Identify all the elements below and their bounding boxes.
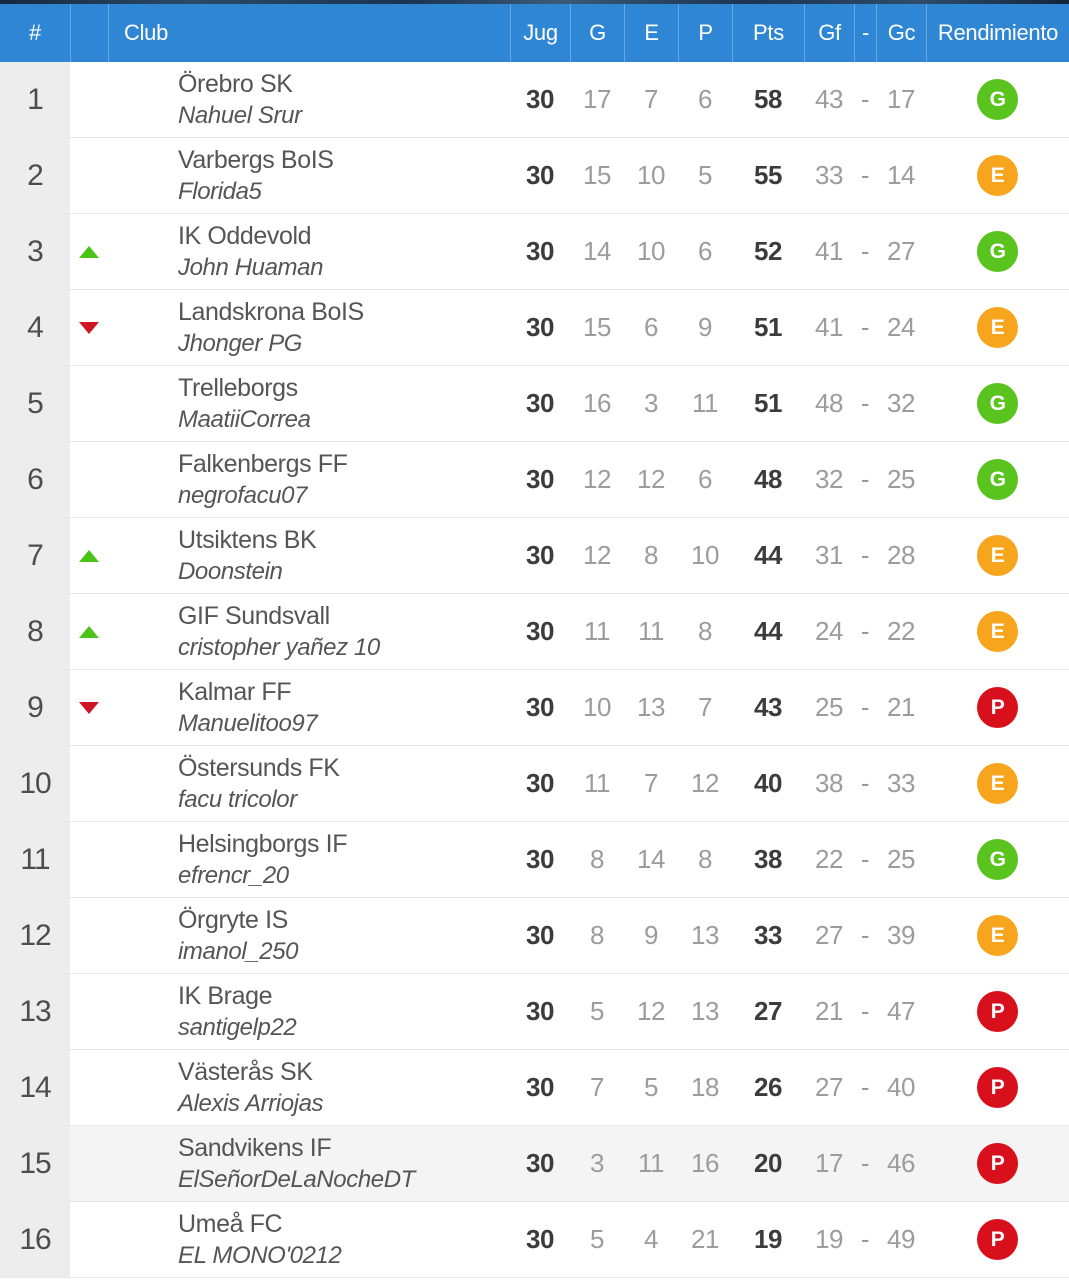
- stat-jug: 30: [526, 692, 554, 722]
- stat-pts: 52: [754, 236, 782, 266]
- stat-jug: 30: [526, 768, 554, 798]
- stat-pts: 33: [754, 920, 782, 950]
- club-cell: [108, 527, 510, 583]
- manager-name: Nahuel Srur: [178, 101, 302, 129]
- rendimiento-cell: [926, 459, 1069, 500]
- club-cell: [108, 983, 510, 1039]
- stat-e: 10: [637, 236, 665, 266]
- club-name: IK Brage: [178, 982, 273, 1011]
- trend-cell: [70, 138, 108, 213]
- manager-name: facu tricolor: [178, 785, 297, 813]
- performance-badge: G: [977, 231, 1018, 272]
- column-header-separator: -: [854, 4, 876, 62]
- stat-jug: 30: [526, 1072, 554, 1102]
- rank-cell: 3: [0, 214, 70, 289]
- stat-pts: 44: [754, 540, 782, 570]
- rendimiento-cell: [926, 915, 1069, 956]
- stat-g: 5: [590, 1224, 604, 1254]
- rank-cell: 6: [0, 442, 70, 517]
- stat-p: 10: [691, 540, 719, 570]
- stat-separator: -: [860, 236, 870, 266]
- club-name: GIF Sundsvall: [178, 602, 330, 631]
- manager-name: Alexis Arriojas: [178, 1089, 324, 1117]
- rank-cell: 4: [0, 290, 70, 365]
- stat-separator: -: [860, 844, 870, 874]
- table-row[interactable]: [0, 822, 1069, 898]
- trend-cell: [70, 518, 108, 593]
- stat-g: 5: [590, 996, 604, 1026]
- stat-separator: -: [860, 1224, 870, 1254]
- stat-gf: 27: [815, 920, 843, 950]
- trend-cell: [70, 1202, 108, 1277]
- stat-pts: 51: [754, 388, 782, 418]
- rendimiento-cell: [926, 231, 1069, 272]
- stat-p: 12: [691, 768, 719, 798]
- club-name: IK Oddevold: [178, 222, 312, 251]
- stat-g: 15: [583, 160, 611, 190]
- rendimiento-cell: [926, 155, 1069, 196]
- trend-arrow-icon: [79, 322, 99, 334]
- trend-cell: [70, 822, 108, 897]
- club-cell: [108, 71, 510, 127]
- table-row[interactable]: [0, 594, 1069, 670]
- stat-gc: 47: [887, 996, 915, 1026]
- stat-e: 11: [638, 1148, 664, 1178]
- club-name: Kalmar FF: [178, 678, 292, 707]
- rank-cell: 5: [0, 366, 70, 441]
- stat-g: 10: [583, 692, 611, 722]
- stat-gf: 17: [815, 1148, 843, 1178]
- stat-g: 8: [590, 844, 604, 874]
- stat-jug: 30: [526, 540, 554, 570]
- rendimiento-cell: [926, 1143, 1069, 1184]
- stat-separator: -: [860, 84, 870, 114]
- manager-name: John Huaman: [178, 253, 324, 281]
- stat-pts: 44: [754, 616, 782, 646]
- manager-name: efrencr_20: [178, 861, 289, 889]
- stat-gc: 27: [887, 236, 915, 266]
- stat-jug: 30: [526, 388, 554, 418]
- rank-cell: 2: [0, 138, 70, 213]
- stat-gc: 49: [887, 1224, 915, 1254]
- stat-e: 3: [644, 388, 658, 418]
- column-header-e[interactable]: E: [624, 4, 678, 62]
- performance-badge: E: [977, 535, 1018, 576]
- trend-cell: [70, 1050, 108, 1125]
- performance-badge: E: [977, 763, 1018, 804]
- rendimiento-cell: [926, 79, 1069, 120]
- performance-badge: G: [977, 459, 1018, 500]
- table-row[interactable]: [0, 138, 1069, 214]
- table-row[interactable]: [0, 442, 1069, 518]
- stat-separator: -: [860, 312, 870, 342]
- table-row[interactable]: [0, 62, 1069, 138]
- stat-p: 21: [691, 1224, 719, 1254]
- rank-cell: 11: [0, 822, 70, 897]
- stat-jug: 30: [526, 464, 554, 494]
- club-cell: [108, 1211, 510, 1267]
- stat-gc: 32: [887, 388, 915, 418]
- rank-cell: 8: [0, 594, 70, 669]
- table-row[interactable]: [0, 214, 1069, 290]
- stat-gf: 24: [815, 616, 843, 646]
- stat-separator: -: [860, 388, 870, 418]
- stat-pts: 20: [754, 1148, 782, 1178]
- stat-p: 6: [698, 84, 712, 114]
- stat-g: 8: [590, 920, 604, 950]
- club-cell: [108, 831, 510, 887]
- rank-cell: 12: [0, 898, 70, 973]
- club-cell: [108, 451, 510, 507]
- performance-badge: P: [977, 1143, 1018, 1184]
- club-name: Falkenbergs FF: [178, 450, 348, 479]
- trend-cell: [70, 670, 108, 745]
- club-cell: [108, 147, 510, 203]
- column-header-pts[interactable]: Pts: [732, 4, 804, 62]
- table-header: [0, 4, 1069, 62]
- table-row[interactable]: [0, 1126, 1069, 1202]
- manager-name: Florida5: [178, 177, 262, 205]
- table-row[interactable]: [0, 1202, 1069, 1278]
- stat-g: 16: [583, 388, 611, 418]
- rendimiento-cell: [926, 839, 1069, 880]
- column-header-trend: [70, 4, 108, 62]
- stat-jug: 30: [526, 1224, 554, 1254]
- stat-gc: 25: [887, 464, 915, 494]
- column-header-rendimiento[interactable]: Rendimiento: [926, 4, 1069, 62]
- column-header-rank[interactable]: #: [29, 20, 41, 45]
- rank-cell: 16: [0, 1202, 70, 1277]
- performance-badge: E: [977, 611, 1018, 652]
- stat-gf: 19: [815, 1224, 843, 1254]
- rank-cell: 9: [0, 670, 70, 745]
- club-name: Örgryte IS: [178, 906, 288, 935]
- stat-gf: 27: [815, 1072, 843, 1102]
- stat-g: 3: [590, 1148, 604, 1178]
- trend-arrow-icon: [79, 702, 99, 714]
- club-name: Östersunds FK: [178, 754, 340, 783]
- stat-jug: 30: [526, 312, 554, 342]
- rank-cell: 14: [0, 1050, 70, 1125]
- performance-badge: P: [977, 1219, 1018, 1260]
- stat-e: 14: [637, 844, 665, 874]
- stat-separator: -: [860, 464, 870, 494]
- stat-e: 4: [644, 1224, 658, 1254]
- table-body: [0, 62, 1069, 1278]
- table-row[interactable]: [0, 898, 1069, 974]
- stat-gc: 14: [887, 160, 915, 190]
- rendimiento-cell: [926, 1067, 1069, 1108]
- table-row[interactable]: [0, 746, 1069, 822]
- stat-pts: 48: [754, 464, 782, 494]
- stat-jug: 30: [526, 1148, 554, 1178]
- rendimiento-cell: [926, 991, 1069, 1032]
- trend-cell: [70, 442, 108, 517]
- trend-cell: [70, 1126, 108, 1201]
- manager-name: imanol_250: [178, 937, 299, 965]
- rendimiento-cell: [926, 763, 1069, 804]
- club-cell: [108, 679, 510, 735]
- stat-gf: 22: [815, 844, 843, 874]
- club-name: Landskrona BoIS: [178, 298, 364, 327]
- rendimiento-cell: [926, 307, 1069, 348]
- stat-pts: 43: [754, 692, 782, 722]
- stat-gf: 38: [815, 768, 843, 798]
- club-cell: [108, 1135, 510, 1191]
- stat-g: 14: [583, 236, 611, 266]
- stat-gf: 43: [815, 84, 843, 114]
- trend-cell: [70, 366, 108, 441]
- manager-name: cristopher yañez 10: [178, 633, 380, 661]
- rendimiento-cell: [926, 535, 1069, 576]
- table-row[interactable]: [0, 974, 1069, 1050]
- stat-gf: 33: [815, 160, 843, 190]
- club-cell: [108, 375, 510, 431]
- trend-arrow-icon: [79, 550, 99, 562]
- stat-gc: 17: [887, 84, 915, 114]
- stat-p: 8: [698, 616, 712, 646]
- stat-gf: 25: [815, 692, 843, 722]
- stat-p: 13: [691, 920, 719, 950]
- manager-name: EL MONO'0212: [178, 1241, 342, 1269]
- stat-separator: -: [860, 1148, 870, 1178]
- stat-separator: -: [860, 1072, 870, 1102]
- manager-name: MaatiiCorrea: [178, 405, 311, 433]
- club-cell: [108, 603, 510, 659]
- performance-badge: P: [977, 687, 1018, 728]
- stat-jug: 30: [526, 236, 554, 266]
- rendimiento-cell: [926, 611, 1069, 652]
- rendimiento-cell: [926, 1219, 1069, 1260]
- stat-gc: 21: [887, 692, 915, 722]
- stat-e: 10: [637, 160, 665, 190]
- performance-badge: E: [977, 307, 1018, 348]
- stat-p: 5: [698, 160, 712, 190]
- club-name: Västerås SK: [178, 1058, 313, 1087]
- stat-pts: 38: [754, 844, 782, 874]
- trend-cell: [70, 214, 108, 289]
- rendimiento-cell: [926, 383, 1069, 424]
- stat-e: 7: [644, 84, 658, 114]
- stat-separator: -: [860, 540, 870, 570]
- club-cell: [108, 299, 510, 355]
- stat-e: 12: [637, 996, 665, 1026]
- stat-p: 8: [698, 844, 712, 874]
- stat-pts: 55: [754, 160, 782, 190]
- column-header-gc[interactable]: Gc: [876, 4, 926, 62]
- table-row[interactable]: [0, 1050, 1069, 1126]
- trend-cell: [70, 290, 108, 365]
- rank-cell: 1: [0, 62, 70, 137]
- club-cell: [108, 223, 510, 279]
- stat-p: 6: [698, 464, 712, 494]
- stat-jug: 30: [526, 84, 554, 114]
- rendimiento-cell: [926, 687, 1069, 728]
- rank-cell: 7: [0, 518, 70, 593]
- club-name: Helsingborgs IF: [178, 830, 348, 859]
- manager-name: Jhonger PG: [178, 329, 303, 357]
- stat-jug: 30: [526, 160, 554, 190]
- stat-gf: 31: [815, 540, 843, 570]
- stat-pts: 51: [754, 312, 782, 342]
- stat-g: 11: [584, 768, 610, 798]
- performance-badge: G: [977, 839, 1018, 880]
- stat-e: 9: [644, 920, 658, 950]
- stat-separator: -: [860, 768, 870, 798]
- stat-p: 13: [691, 996, 719, 1026]
- performance-badge: P: [977, 991, 1018, 1032]
- stat-e: 7: [644, 768, 658, 798]
- stat-jug: 30: [526, 996, 554, 1026]
- performance-badge: G: [977, 383, 1018, 424]
- stat-pts: 40: [754, 768, 782, 798]
- stat-g: 12: [583, 540, 611, 570]
- club-cell: [108, 755, 510, 811]
- column-header-p[interactable]: P: [678, 4, 732, 62]
- stat-separator: -: [860, 920, 870, 950]
- stat-g: 15: [583, 312, 611, 342]
- stat-gc: 39: [887, 920, 915, 950]
- club-name: Örebro SK: [178, 70, 293, 99]
- column-header-club[interactable]: Club: [108, 4, 510, 62]
- trend-arrow-icon: [79, 626, 99, 638]
- stat-gf: 41: [815, 236, 843, 266]
- stat-g: 17: [583, 84, 611, 114]
- stat-p: 9: [698, 312, 712, 342]
- stat-p: 18: [691, 1072, 719, 1102]
- performance-badge: P: [977, 1067, 1018, 1108]
- stat-jug: 30: [526, 920, 554, 950]
- trend-cell: [70, 594, 108, 669]
- manager-name: santigelp22: [178, 1013, 297, 1041]
- stat-e: 8: [644, 540, 658, 570]
- performance-badge: G: [977, 79, 1018, 120]
- stat-gf: 32: [815, 464, 843, 494]
- table-row[interactable]: [0, 518, 1069, 594]
- stat-gc: 25: [887, 844, 915, 874]
- stat-gc: 40: [887, 1072, 915, 1102]
- column-header-gf[interactable]: Gf: [804, 4, 854, 62]
- stat-p: 16: [691, 1148, 719, 1178]
- manager-name: Doonstein: [178, 557, 283, 585]
- stat-jug: 30: [526, 844, 554, 874]
- stat-p: 7: [698, 692, 712, 722]
- manager-name: negrofacu07: [178, 481, 308, 509]
- stat-gc: 28: [887, 540, 915, 570]
- stat-g: 12: [583, 464, 611, 494]
- rank-cell: 15: [0, 1126, 70, 1201]
- club-name: Trelleborgs: [178, 374, 298, 403]
- club-name: Umeå FC: [178, 1210, 283, 1239]
- stat-pts: 27: [754, 996, 782, 1026]
- stat-jug: 30: [526, 616, 554, 646]
- table-row[interactable]: [0, 670, 1069, 746]
- stat-separator: -: [860, 996, 870, 1026]
- stat-e: 5: [644, 1072, 658, 1102]
- trend-cell: [70, 974, 108, 1049]
- stat-g: 11: [584, 616, 610, 646]
- manager-name: Manuelitoo97: [178, 709, 318, 737]
- column-header-jug[interactable]: Jug: [510, 4, 570, 62]
- stat-gf: 48: [815, 388, 843, 418]
- stat-p: 6: [698, 236, 712, 266]
- club-cell: [108, 1059, 510, 1115]
- trend-cell: [70, 746, 108, 821]
- rank-cell: 10: [0, 746, 70, 821]
- stat-separator: -: [860, 160, 870, 190]
- stat-gc: 46: [887, 1148, 915, 1178]
- trend-cell: [70, 898, 108, 973]
- stat-gc: 33: [887, 768, 915, 798]
- stat-separator: -: [860, 616, 870, 646]
- stat-gf: 41: [815, 312, 843, 342]
- trend-arrow-icon: [79, 246, 99, 258]
- stat-pts: 26: [754, 1072, 782, 1102]
- column-header-g[interactable]: G: [570, 4, 624, 62]
- stat-separator: -: [860, 692, 870, 722]
- club-cell: [108, 907, 510, 963]
- performance-badge: E: [977, 915, 1018, 956]
- stat-pts: 19: [754, 1224, 782, 1254]
- stat-e: 11: [638, 616, 664, 646]
- stat-gc: 24: [887, 312, 915, 342]
- stat-gf: 21: [815, 996, 843, 1026]
- table-row[interactable]: [0, 290, 1069, 366]
- stat-pts: 58: [754, 84, 782, 114]
- trend-cell: [70, 62, 108, 137]
- club-name: Varbergs BoIS: [178, 146, 334, 175]
- performance-badge: E: [977, 155, 1018, 196]
- club-name: Sandvikens IF: [178, 1134, 332, 1163]
- stat-g: 7: [590, 1072, 604, 1102]
- club-name: Utsiktens BK: [178, 526, 317, 555]
- stat-e: 12: [637, 464, 665, 494]
- stat-e: 13: [637, 692, 665, 722]
- rank-cell: 13: [0, 974, 70, 1049]
- stat-e: 6: [644, 312, 658, 342]
- stat-gc: 22: [887, 616, 915, 646]
- manager-name: ElSeñorDeLaNocheDT: [178, 1165, 415, 1193]
- table-row[interactable]: [0, 366, 1069, 442]
- stat-p: 11: [692, 388, 718, 418]
